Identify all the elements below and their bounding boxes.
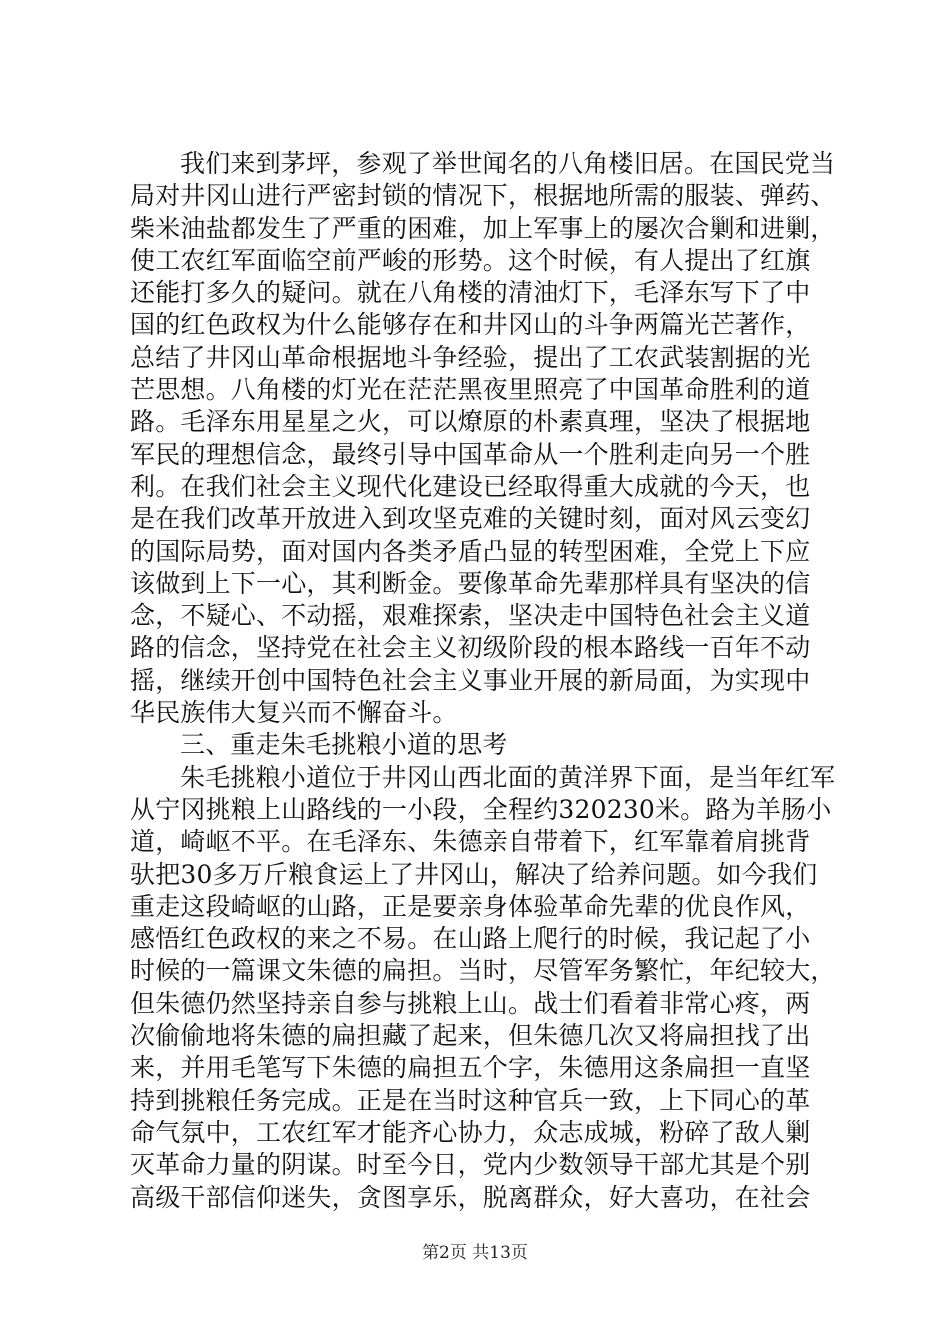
paragraph-line: 朱毛挑粮小道位于井冈山西北面的黄洋界下面，是当年红军 <box>180 762 836 792</box>
section-heading: 三、重走朱毛挑粮小道的思考 <box>180 730 508 760</box>
paragraph-line: 命气氛中，工农红军才能齐心协力，众志成城，粉碎了敌人剿 <box>130 1117 811 1147</box>
paragraph-line: 该做到上下一心，其利断金。要像革命先辈那样具有坚决的信 <box>130 568 811 598</box>
paragraph-line: 柴米油盐都发生了严重的困难，加上军事上的屡次合剿和进剿， <box>130 213 836 243</box>
paragraph-line: 来，并用毛笔写下朱德的扁担五个字，朱德用这条扁担一直坚 <box>130 1053 811 1083</box>
paragraph-line: 驮把30多万斤粮食运上了井冈山，解决了给养问题。如今我们 <box>130 859 818 889</box>
paragraph-line: 念，不疑心、不动摇，艰难探索，坚决走中国特色社会主义道 <box>130 601 811 631</box>
paragraph-line: 的国际局势，面对国内各类矛盾凸显的转型困难，全党上下应 <box>130 536 811 566</box>
paragraph-line: 时候的一篇课文朱德的扁担。当时，尽管军务繁忙，年纪较大， <box>130 956 836 986</box>
paragraph-line: 芒思想。八角楼的灯光在茫茫黑夜里照亮了中国革命胜利的道 <box>130 375 811 405</box>
paragraph-line: 利。在我们社会主义现代化建设已经取得重大成就的今天，也 <box>130 471 811 501</box>
paragraph-line: 国的红色政权为什么能够存在和井冈山的斗争两篇光芒著作， <box>130 310 811 340</box>
paragraph-line: 是在我们改革开放进入到攻坚克难的关键时刻，面对风云变幻 <box>130 504 811 534</box>
paragraph-line: 感悟红色政权的来之不易。在山路上爬行的时候，我记起了小 <box>130 924 811 954</box>
paragraph-line: 重走这段崎岖的山路，正是要亲身体验革命先辈的优良作风， <box>130 891 811 921</box>
page-number: 第2页 共13页 <box>422 1243 528 1263</box>
paragraph-line: 持到挑粮任务完成。正是在当时这种官兵一致，上下同心的革 <box>130 1085 811 1115</box>
paragraph-line: 路的信念，坚持党在社会主义初级阶段的根本路线一百年不动 <box>130 633 811 663</box>
paragraph-line: 军民的理想信念，最终引导中国革命从一个胜利走向另一个胜 <box>130 439 811 469</box>
paragraph-line: 道，崎岖不平。在毛泽东、朱德亲自带着下，红军靠着肩挑背 <box>130 827 811 857</box>
document-body <box>130 148 836 1214</box>
paragraph-line: 使工农红军面临空前严峻的形势。这个时候，有人提出了红旗 <box>130 245 811 275</box>
paragraph-line: 但朱德仍然坚持亲自参与挑粮上山。战士们看着非常心疼，两 <box>130 988 811 1018</box>
paragraph-line: 摇，继续开创中国特色社会主义事业开展的新局面，为实现中 <box>130 665 811 695</box>
paragraph-line: 局对井冈山进行严密封锁的情况下，根据地所需的服装、弹药、 <box>130 181 836 211</box>
page-footer <box>0 1242 950 1264</box>
paragraph-line: 从宁冈挑粮上山路线的一小段，全程约320230米。路为羊肠小 <box>130 794 832 824</box>
paragraph-line: 总结了井冈山革命根据地斗争经验，提出了工农武装割据的光 <box>130 342 811 372</box>
paragraph-line: 路。毛泽东用星星之火，可以燎原的朴素真理，坚决了根据地 <box>130 407 811 437</box>
paragraph-line: 还能打多久的疑问。就在八角楼的清油灯下，毛泽东写下了中 <box>130 278 811 308</box>
paragraph-line: 灭革命力量的阴谋。时至今日，党内少数领导干部尤其是个别 <box>130 1150 811 1180</box>
paragraph-line: 我们来到茅坪，参观了举世闻名的八角楼旧居。在国民党当 <box>180 149 836 178</box>
paragraph-line: 华民族伟大复兴而不懈奋斗。 <box>130 698 458 728</box>
paragraph-line: 高级干部信仰迷失，贪图享乐，脱离群众，好大喜功，在社会 <box>130 1182 811 1212</box>
paragraph-line: 次偷偷地将朱德的扁担藏了起来，但朱德几次又将扁担找了出 <box>130 1021 811 1051</box>
